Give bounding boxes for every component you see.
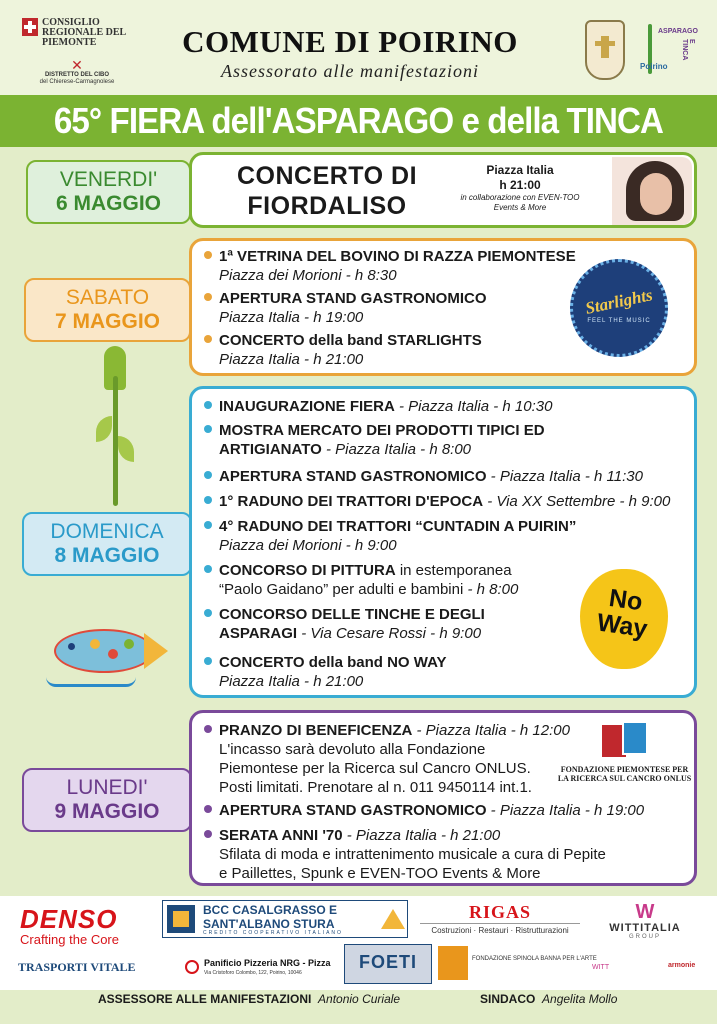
assessore-role: ASSESSORE ALLE MANIFESTAZIONI bbox=[98, 992, 312, 1006]
region-logo bbox=[22, 18, 132, 86]
artist-portrait bbox=[612, 157, 692, 225]
sponsor-strip bbox=[0, 896, 717, 990]
event-title: 4° RADUNO DEI TRATTORI “CUNTADIN A PUIRIN” bbox=[219, 518, 577, 535]
band-logo-text: Starlights bbox=[583, 285, 655, 318]
list-item bbox=[204, 492, 684, 511]
bcc-mark-icon bbox=[167, 905, 195, 933]
rigas-sub: Costruzioni · Restauri · Ristrutturazioni bbox=[420, 923, 580, 935]
list-item bbox=[204, 801, 684, 820]
event-title: CONCORSO DI PITTURA bbox=[219, 562, 396, 579]
event-title: APERTURA STAND GASTRONOMICO bbox=[219, 802, 487, 819]
band-logo-sub: FEEL THE MUSIC bbox=[587, 318, 651, 324]
event-detail: Piazza dei Morioni - h 8:30 bbox=[219, 267, 397, 284]
day-date: 7 MAGGIO bbox=[54, 310, 160, 333]
event-box-lunedi bbox=[189, 710, 697, 886]
day-name: SABATO bbox=[65, 286, 150, 309]
bullet-icon bbox=[204, 401, 212, 409]
trasporti-vitale-logo: TRASPORTI VITALE bbox=[18, 960, 136, 974]
event-title: CONCERTO della band STARLIGHTS bbox=[219, 332, 482, 349]
sindaco-credit bbox=[480, 992, 617, 1006]
fiera-banner bbox=[0, 95, 717, 147]
event-title: MOSTRA MERCATO DEI PRODOTTI TIPICI ED bbox=[219, 422, 545, 439]
bcc-line3: CREDITO COOPERATIVO ITALIANO bbox=[203, 930, 343, 936]
tench-fish-illustration-icon bbox=[40, 615, 170, 695]
bullet-icon bbox=[204, 805, 212, 813]
bullet-icon bbox=[204, 335, 212, 343]
event-title: 1ª VETRINA DEL BOVINO DI RAZZA PIEMONTESE bbox=[219, 248, 576, 265]
event-title: PRANZO DI BENEFICENZA bbox=[219, 722, 413, 739]
witt-group: GROUP bbox=[628, 934, 661, 940]
fondazione-text: FONDAZIONE PIEMONTESE PER LA RICERCA SUL CANCRO ONLUS bbox=[557, 765, 692, 783]
event-body-line: Piemontese per la Ricerca sul Cancro ONLUS. bbox=[219, 760, 531, 777]
event-body-line: e Paillettes, Spunk e EVEN-TOO Events & More bbox=[219, 865, 541, 882]
event-detail: - Piazza Italia - h 12:00 bbox=[416, 722, 570, 739]
witt-mark-icon: W bbox=[635, 901, 655, 923]
spinola-text: FONDAZIONE SPINOLA BANNA PER L'ARTE bbox=[472, 956, 597, 962]
bullet-icon bbox=[204, 521, 212, 529]
fondazione-logo-icon bbox=[602, 719, 648, 763]
bullet-icon bbox=[204, 657, 212, 665]
event-title: SERATA ANNI '70 bbox=[219, 827, 343, 844]
distretto-logo bbox=[22, 58, 132, 86]
bullet-icon bbox=[204, 425, 212, 433]
asparagus-illustration-icon bbox=[96, 346, 136, 506]
mountain-icon bbox=[381, 909, 405, 929]
concert-place: Piazza Italia bbox=[486, 163, 554, 177]
event-detail: Piazza dei Morioni - h 9:00 bbox=[219, 537, 397, 554]
event-detail: Piazza Italia - h 21:00 bbox=[219, 351, 364, 368]
event-title: CONCERTO della band NO WAY bbox=[219, 654, 447, 671]
no-way-band-logo bbox=[580, 569, 668, 669]
event-body-line: L'incasso sarà devoluto alla Fondazione bbox=[219, 741, 486, 758]
list-item bbox=[204, 826, 684, 883]
concert-time: h 21:00 bbox=[499, 178, 541, 192]
fiera-title: 65° FIERA dell'ASPARAGO e della TINCA bbox=[53, 100, 664, 141]
bullet-icon bbox=[204, 830, 212, 838]
list-item bbox=[204, 467, 684, 486]
fiera-logo-side: E TINCA bbox=[681, 39, 695, 61]
day-date: 6 MAGGIO bbox=[55, 192, 161, 215]
day-label-sabato bbox=[24, 278, 191, 342]
concert-title: CONCERTO DI FIORDALISO bbox=[236, 162, 418, 220]
day-date: 9 MAGGIO bbox=[54, 800, 160, 823]
denso-tagline: Crafting the Core bbox=[20, 932, 119, 947]
region-logo-text: CONSIGLIO REGIONALE DEL PIEMONTE bbox=[42, 17, 126, 48]
assessore-name: Antonio Curiale bbox=[318, 992, 401, 1006]
day-name: DOMENICA bbox=[50, 520, 164, 543]
concert-collab: in collaborazione con EVEN-TOO Events & More bbox=[460, 193, 580, 212]
day-date: 8 MAGGIO bbox=[54, 544, 160, 567]
fiera-logo-bottom: Poirino bbox=[640, 62, 668, 71]
distretto-sub: del Chierese-Carmagnolese bbox=[39, 79, 115, 85]
bullet-icon bbox=[204, 565, 212, 573]
event-detail: - h 8:00 bbox=[467, 581, 519, 598]
event-box-sabato bbox=[189, 238, 697, 376]
witt-mini-logo: WITT bbox=[592, 964, 610, 971]
poirino-coat-of-arms-icon bbox=[585, 20, 625, 80]
sindaco-role: SINDACO bbox=[480, 992, 536, 1006]
witt-name: WITTITALIA bbox=[609, 922, 681, 934]
page-subtitle: Assessorato alle manifestazioni bbox=[220, 61, 479, 81]
foeti-logo: FOETI bbox=[344, 944, 432, 984]
denso-logo: DENSO bbox=[20, 904, 118, 934]
event-title: APERTURA STAND GASTRONOMICO bbox=[219, 290, 487, 307]
concert-info bbox=[450, 163, 590, 213]
nrg-address: Via Cristoforo Colombo, 122, Poirino, 10046 bbox=[204, 970, 302, 976]
list-item bbox=[204, 397, 684, 416]
nrg-logo-icon bbox=[185, 960, 199, 974]
event-detail: - Piazza Italia - h 8:00 bbox=[325, 441, 472, 458]
bullet-icon bbox=[204, 725, 212, 733]
day-label-lunedi bbox=[22, 768, 192, 832]
list-item bbox=[204, 517, 684, 555]
fiera-logo bbox=[640, 18, 700, 82]
event-title: CONCORSO DELLE TINCHE E DEGLI bbox=[219, 606, 485, 623]
armonie-logo: armonie bbox=[668, 962, 696, 969]
event-detail: Piazza Italia - h 19:00 bbox=[219, 309, 364, 326]
event-body-line: Sfilata di moda e intrattenimento musicale a cura di Pepite bbox=[219, 846, 606, 863]
day-label-venerdi bbox=[26, 160, 191, 224]
sindaco-name: Angelita Mollo bbox=[542, 992, 618, 1006]
page-title: COMUNE DI POIRINO bbox=[182, 24, 518, 59]
bcc-line1: BCC CASALGRASSO E bbox=[203, 903, 338, 917]
witt-logo bbox=[600, 902, 690, 940]
piemonte-crest-icon bbox=[22, 18, 38, 36]
event-title: APERTURA STAND GASTRONOMICO bbox=[219, 468, 487, 485]
list-item bbox=[204, 421, 684, 459]
bullet-icon bbox=[204, 251, 212, 259]
bullet-icon bbox=[204, 609, 212, 617]
band-logo-text: No Way bbox=[595, 583, 650, 644]
bcc-logo bbox=[162, 900, 408, 938]
distretto-mark-icon: ✕ bbox=[71, 57, 83, 73]
event-detail: - Piazza Italia - h 21:00 bbox=[346, 827, 501, 844]
event-title-cont: ARTIGIANATO bbox=[219, 441, 322, 458]
event-detail: - Via Cesare Rossi - h 9:00 bbox=[301, 625, 482, 642]
event-detail: - Piazza Italia - h 11:30 bbox=[490, 468, 643, 485]
rigas-logo bbox=[420, 902, 580, 935]
fondazione-logo bbox=[557, 719, 692, 793]
bullet-icon bbox=[204, 293, 212, 301]
fiera-logo-top: ASPARAGO bbox=[658, 28, 698, 35]
event-detail: - Piazza Italia - h 10:30 bbox=[399, 398, 553, 415]
bullet-icon bbox=[204, 471, 212, 479]
nrg-name: Panificio Pizzeria NRG - Pizza bbox=[204, 958, 331, 968]
bullet-icon bbox=[204, 496, 212, 504]
spinola-mark-icon bbox=[438, 946, 468, 980]
distretto-text: DISTRETTO DEL CIBO bbox=[44, 72, 110, 78]
rigas-name: RIGAS bbox=[468, 902, 531, 922]
day-name: VENERDI' bbox=[59, 168, 158, 191]
assessore-credit bbox=[98, 992, 400, 1006]
event-line2: “Paolo Gaidano” per adulti e bambini bbox=[219, 581, 464, 598]
event-box-domenica bbox=[189, 386, 697, 698]
bcc-line2: SANT'ALBANO STURA bbox=[203, 917, 335, 931]
event-detail: Piazza Italia - h 21:00 bbox=[219, 673, 364, 690]
event-title: INAUGURAZIONE FIERA bbox=[219, 398, 395, 415]
event-box-venerdi bbox=[189, 152, 697, 228]
starlights-band-logo bbox=[570, 259, 668, 357]
event-detail: - Via XX Settembre - h 9:00 bbox=[487, 493, 671, 510]
event-body-line: Posti limitati. Prenotare al n. 011 9450114 int.1. bbox=[219, 779, 532, 796]
footer bbox=[0, 990, 717, 1024]
header bbox=[0, 0, 717, 95]
event-title-rest: in estemporanea bbox=[399, 562, 512, 579]
event-detail: - Piazza Italia - h 19:00 bbox=[490, 802, 645, 819]
day-name: LUNEDI' bbox=[66, 776, 148, 799]
day-label-domenica bbox=[22, 512, 192, 576]
event-title-cont: ASPARAGI bbox=[219, 625, 298, 642]
event-title: 1° RADUNO DEI TRATTORI D'EPOCA bbox=[219, 493, 484, 510]
